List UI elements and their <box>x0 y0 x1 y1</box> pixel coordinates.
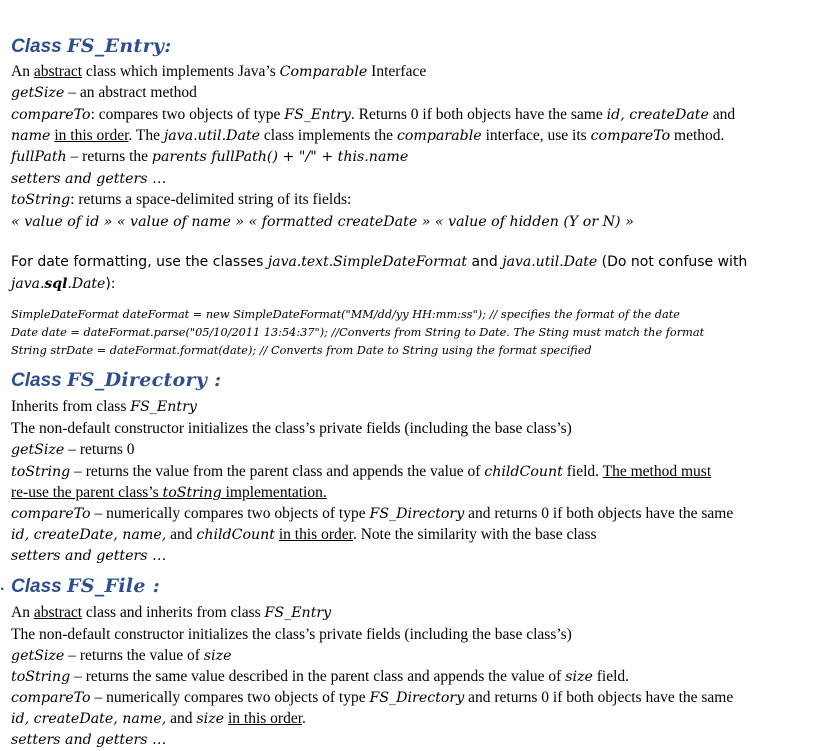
entry-line-7 <box>11 190 351 210</box>
text: . Note the similarity with the base class <box>352 526 597 543</box>
code-term: id, createDate, name, <box>11 527 167 543</box>
code-term: compareTo <box>11 690 91 706</box>
entry-line-8 <box>11 212 634 232</box>
section-heading-fs-entry <box>11 35 172 58</box>
code-term: compareTo <box>11 107 91 123</box>
code-term: toString <box>11 669 71 685</box>
code-term: « value of id » « value of name » « formatted createDate » « value of hidden (Y or N) » <box>11 214 634 230</box>
file-line-2 <box>11 625 572 645</box>
underlined-text: re-use the parent class’s <box>11 484 163 501</box>
entry-line-6 <box>11 169 166 189</box>
code-term: Comparable <box>279 64 368 80</box>
code-term: FS_Entry <box>284 107 351 123</box>
directory-line-4 <box>11 462 711 482</box>
code-term-bold: sql <box>44 276 68 292</box>
code-term: name <box>11 128 51 144</box>
text: – an abstract method <box>64 84 197 101</box>
code-term: FS_Entry <box>264 605 332 621</box>
underlined-text: abstract <box>33 604 83 621</box>
code-term: id, createDate, name, <box>11 711 167 727</box>
heading-class-name: FS_File : <box>66 575 161 597</box>
code-term: setters and getters … <box>11 732 167 748</box>
underlined-text: abstract <box>33 63 83 80</box>
directory-line-2 <box>11 419 572 439</box>
file-line-1 <box>11 603 331 623</box>
directory-line-5 <box>11 483 327 503</box>
code-term: size <box>203 648 232 664</box>
text: The non-default constructor initializes the class’s private fields (including the base class’s) <box>11 626 572 643</box>
directory-line-6 <box>11 504 733 524</box>
text: ): <box>105 276 116 292</box>
text: : returns a space-delimited string of its fields: <box>70 191 352 208</box>
text: Inherits from class <box>11 398 131 415</box>
code-term: childCount <box>484 464 563 480</box>
heading-class-name: FS_Entry: <box>66 35 172 57</box>
code-term: setters and getters … <box>11 548 167 564</box>
entry-line-2 <box>11 83 197 103</box>
text: . <box>302 710 306 727</box>
text: : compares two objects of type <box>90 106 285 123</box>
entry-line-5 <box>11 147 408 167</box>
code-term: compareTo <box>11 506 91 522</box>
text: and returns 0 if both objects have the same <box>464 505 734 522</box>
text: An <box>11 63 34 80</box>
code-term: java.text.SimpleDateFormat <box>267 254 468 270</box>
code-term: size <box>196 711 225 727</box>
code-term: parents fullPath() + "/" + this.name <box>151 149 409 165</box>
underlined-text: in this order <box>278 526 353 543</box>
code-term: getSize <box>11 648 65 664</box>
section-heading-fs-directory <box>11 369 221 392</box>
file-line-6 <box>11 709 306 729</box>
code-term: comparable <box>396 128 482 144</box>
code-term: toString <box>11 464 71 480</box>
heading-prefix: Class <box>11 370 67 391</box>
file-line-5 <box>11 688 733 708</box>
code-term: fullPath <box>11 149 67 165</box>
code-term: toString <box>162 485 222 501</box>
code-term: java. <box>11 276 45 292</box>
underlined-text: implementation. <box>221 484 327 501</box>
code-term: getSize <box>11 85 65 101</box>
text: and <box>467 254 503 270</box>
text: class implements the <box>260 127 397 144</box>
heading-prefix: Class <box>11 576 67 597</box>
code-term: compareTo <box>590 128 671 144</box>
entry-line-1 <box>11 62 426 82</box>
text: For date formatting, use the classes <box>11 254 268 270</box>
date-note-line-1 <box>11 254 747 270</box>
code-term: FS_Directory <box>369 506 465 522</box>
heading-class-name: FS_Directory : <box>66 369 222 391</box>
code-term: toString <box>11 192 71 208</box>
code-line: Date date = dateFormat.parse("05/10/2011 13:54:37"); //Converts from String to Date. The Sting must match the format <box>11 326 705 339</box>
text: class which implements Java’s <box>82 63 280 80</box>
text: – returns the same value described in the parent class and appends the value of <box>70 668 566 685</box>
text: interface, use its <box>481 127 591 144</box>
section-heading-fs-file <box>11 575 160 598</box>
code-term: FS_Entry <box>130 399 197 415</box>
text: – returns 0 <box>64 441 135 458</box>
file-line-4 <box>11 667 629 687</box>
directory-line-8 <box>11 546 166 566</box>
code-term: java.util.Date <box>502 254 598 270</box>
directory-line-3 <box>11 440 134 460</box>
code-term: java.util.Date <box>163 128 261 144</box>
heading-prefix: Class <box>11 36 67 57</box>
text: and <box>708 106 736 123</box>
text: method. <box>670 127 725 144</box>
text: field. <box>592 668 630 685</box>
file-line-7 <box>11 730 166 750</box>
entry-line-4 <box>11 126 724 146</box>
text: – returns the <box>66 148 152 165</box>
text: – returns the value from the parent class and appends the value of <box>70 463 485 480</box>
text: and <box>166 526 197 543</box>
entry-line-3 <box>11 105 735 125</box>
underlined-text: in this order <box>227 710 303 727</box>
text: – numerically compares two objects of type <box>90 505 370 522</box>
text: The non-default constructor initializes the class’s private fields (including the base class’s) <box>11 420 572 437</box>
text: class and inherits from class <box>82 604 265 621</box>
underlined-text: in this order <box>54 127 129 144</box>
file-line-3 <box>11 646 231 666</box>
text: Interface <box>367 63 427 80</box>
directory-line-7 <box>11 525 597 545</box>
text: (Do not confuse with <box>597 254 748 270</box>
text: – returns the value of <box>64 647 204 664</box>
directory-line-1 <box>11 397 197 417</box>
code-term: .Date <box>67 276 106 292</box>
date-note-line-2 <box>11 276 116 292</box>
code-term: size <box>565 669 593 685</box>
text: An <box>11 604 34 621</box>
underlined-text: The method must <box>602 463 712 480</box>
text: – numerically compares two objects of type <box>90 689 370 706</box>
text: and returns 0 if both objects have the same <box>464 689 734 706</box>
text: . Returns 0 if both objects have the same <box>350 106 607 123</box>
code-line: String strDate = dateFormat.format(date); // Converts from Date to String using the format specified <box>11 344 592 357</box>
code-term: getSize <box>11 442 65 458</box>
text: field. <box>562 463 603 480</box>
text: . The <box>128 127 164 144</box>
code-term: id, createDate <box>606 107 709 123</box>
text: and <box>166 710 197 727</box>
code-term: FS_Directory <box>369 690 465 706</box>
code-line: SimpleDateFormat dateFormat = new SimpleDateFormat("MM/dd/yy HH:mm:ss"); // specifies the format of the date <box>11 308 680 321</box>
code-term: setters and getters … <box>11 171 167 187</box>
code-term: childCount <box>196 527 275 543</box>
list-bullet: . <box>0 577 5 594</box>
